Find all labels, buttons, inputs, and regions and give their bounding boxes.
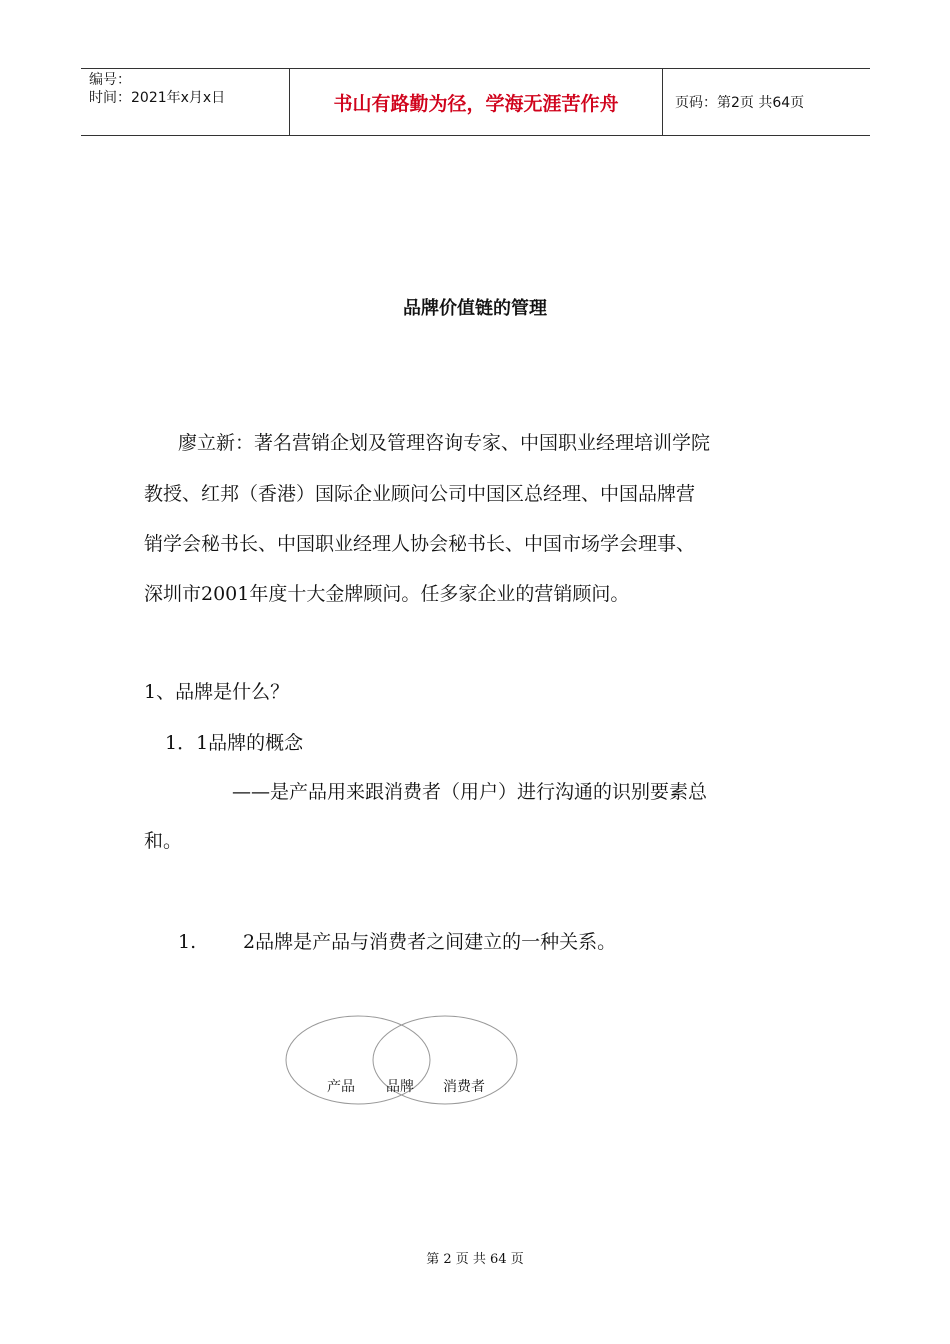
document-title: 品牌价值链的管理 [403, 298, 547, 319]
venn-diagram [280, 1012, 530, 1112]
page-header [81, 68, 870, 136]
header-meta [81, 69, 290, 135]
time-label: 时间：2021年x月x日 [89, 90, 226, 106]
venn-label-brand: 品牌 [386, 1079, 414, 1095]
venn-label-consumer: 消费者 [443, 1079, 485, 1095]
intro-line-4: 深圳市2001年度十大金牌顾问。任多家企业的营销顾问。 [144, 583, 630, 605]
definition-line-2: 和。 [144, 830, 183, 852]
intro-line-3: 销学会秘书长、中国职业经理人协会秘书长、中国市场学会理事、 [144, 533, 696, 555]
venn-label-product: 产品 [327, 1079, 355, 1095]
page-footer: 第 2 页 共 64 页 [426, 1252, 524, 1267]
number-label: 编号： [89, 72, 131, 88]
section-heading-1: 1、品牌是什么？ [144, 681, 290, 703]
header-page-info: 页码：第2页 共64页 [675, 95, 805, 111]
header-motto: 书山有路勤为径，学海无涯苦作舟 [290, 69, 663, 135]
intro-line-1: 廖立新：著名营销企划及管理咨询专家、中国职业经理培训学院 [178, 432, 711, 454]
subsection-1-1: 1．1品牌的概念 [165, 732, 304, 754]
definition-line-1: ——是产品用来跟消费者（用户）进行沟通的识别要素总 [232, 781, 708, 803]
intro-line-2: 教授、红邦（香港）国际企业顾问公司中国区总经理、中国品牌营 [144, 483, 696, 505]
subsection-1-2-text: 2品牌是产品与消费者之间建立的一种关系。 [243, 931, 617, 953]
subsection-1-2-number: 1. [178, 931, 197, 953]
